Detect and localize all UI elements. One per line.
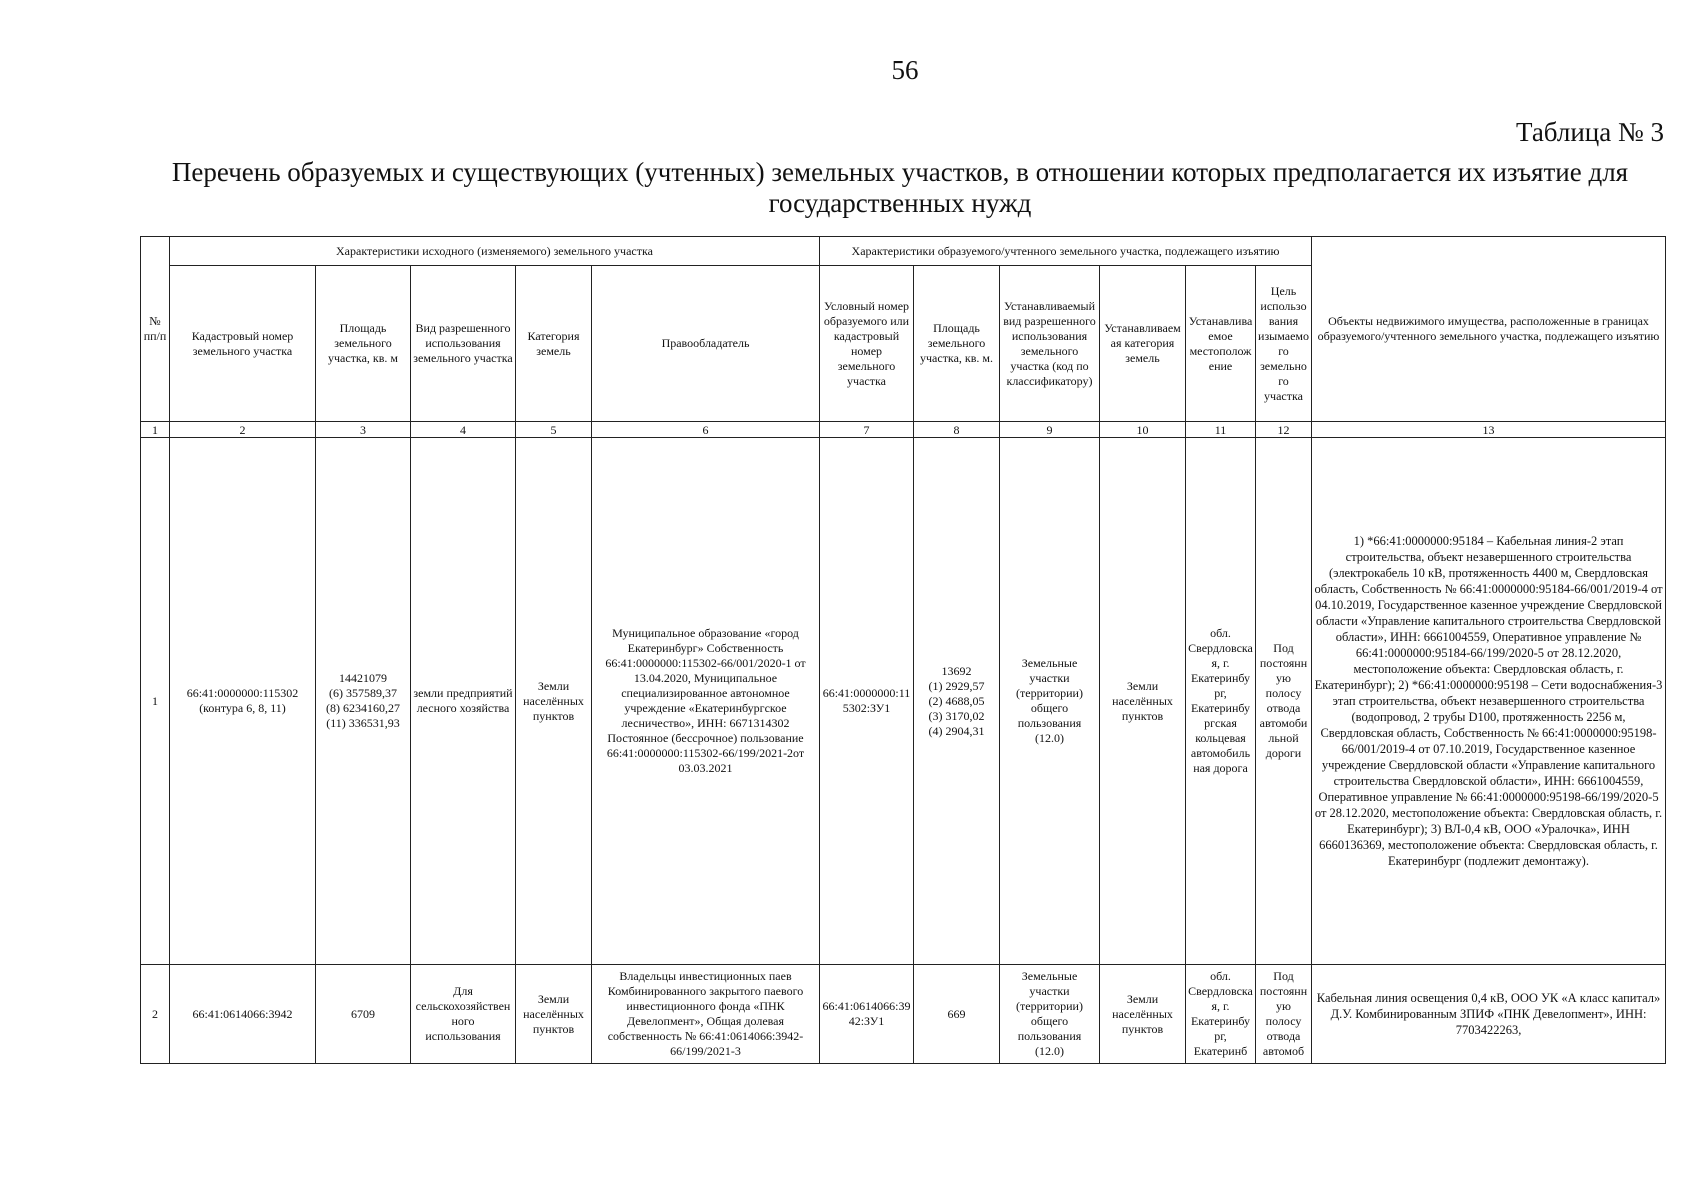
header-new-usage: Устанавливаемый вид разрешенного использования земельного участка (код по классификатору) <box>1000 266 1100 422</box>
row-index: 2 <box>141 965 170 1064</box>
column-number: 3 <box>316 422 411 438</box>
header-category: Категория земель <box>516 266 592 422</box>
document-title: Перечень образуемых и существующих (учтенных) земельных участков, в отношении которых предполагается их изъятие для государственных нужд <box>171 157 1629 218</box>
new-area-line: (3) 3170,02 <box>928 708 985 723</box>
column-number: 7 <box>820 422 914 438</box>
header-area: Площадь земельного участка, кв. м <box>316 266 411 422</box>
objects-cell: 1) *66:41:0000000:95184 – Кабельная линия-2 этап строительства, объект незавершенного строительства (электрокабель 10 кВ, протяженность 4400 м, Свердловская область, Собственность № 66:41:0000000:95184-66/001/2019-4 от 04.10.2019, Государственное казенное учреждение Свердловской области «Управление капитального строительства Свердловской области», ИНН: 6661004559, Оперативное управление № 66:41:0000000:95184-66/199/2020-5 от 28.12.2020, местоположение объекта: Свердловская область, г. Екатеринбург); 2) *66:41:0000000:95198 – Сети водоснабжения-3 этап строительства, объект незавершенного строительства (водопровод, 2 трубы D100, протяженность 2256 м, Свердловская область, Собственность № 66:41:0000000:95198-66/001/2019-4 от 07.10.2019, Государственное казенное учреждение Свердловской области «Управление капитального строительства Свердловской области», ИНН: 6661004559, Оперативное управление № 66:41:0000000:95198-66/199/2020-5 от 28.12.2020, местоположение объекта: Свердловская область, г. Екатеринбург); 3) ВЛ-0,4 кВ, ООО «Уралочка», ИНН 6660136369, местоположение объекта: Свердловская область, г. Екатеринбург (подлежит демонтажу). <box>1312 438 1666 965</box>
new-usage-cell: Земельные участки (территории) общего пользования (12.0) <box>1000 965 1100 1064</box>
category-cell: Земли населённых пунктов <box>516 965 592 1064</box>
area-line: 14421079 <box>339 671 387 685</box>
new-area-cell <box>914 965 1000 1064</box>
area-line: (11) 336531,93 <box>326 716 400 730</box>
usage-cell: Для сельскохозяйственного использования <box>411 965 516 1064</box>
table-group-header-row <box>141 237 1666 266</box>
area-line: (8) 6234160,27 <box>326 701 400 715</box>
column-number: 6 <box>592 422 820 438</box>
objects-cell: Кабельная линия освещения 0,4 кВ, ООО УК «А класс капитал» Д.У. Комбинированным ЗПИФ «ПНК Девелопмент», ИНН: 7703422263, <box>1312 965 1666 1064</box>
column-number: 4 <box>411 422 516 438</box>
location-cell: обл. Свердловская, г. Екатеринбург, Екатеринб <box>1186 965 1256 1064</box>
category-cell: Земли населённых пунктов <box>516 438 592 965</box>
column-number: 10 <box>1100 422 1186 438</box>
new-category-cell: Земли населённых пунктов <box>1100 965 1186 1064</box>
table-label: Таблица № 3 <box>1516 117 1664 147</box>
column-number: 13 <box>1312 422 1666 438</box>
header-source-plot: Характеристики исходного (изменяемого) земельного участка <box>170 237 820 266</box>
location-cell: обл. Свердловская, г. Екатеринбург, Екатеринбургская кольцевая автомобильная дорога <box>1186 438 1256 965</box>
cadastral-number-cell: 66:41:0000000:115302 (контура 6, 8, 11) <box>170 438 316 965</box>
table-row <box>141 965 1666 1064</box>
header-objects: Объекты недвижимого имущества, расположенные в границах образуемого/учтенного земельного участка, подлежащего изъятию <box>1312 237 1666 422</box>
header-formed-plot: Характеристики образуемого/учтенного земельного участка, подлежащего изъятию <box>820 237 1312 266</box>
header-usage: Вид разрешенного использования земельного участка <box>411 266 516 422</box>
column-number-row <box>141 422 1666 438</box>
purpose-cell: Под постоянную полосу отвода автомоб <box>1256 965 1312 1064</box>
column-number: 5 <box>516 422 592 438</box>
header-owner: Правообладатель <box>592 266 820 422</box>
header-new-number: Условный номер образуемого или кадастровый номер земельного участка <box>820 266 914 422</box>
new-area-line: (4) 2904,31 <box>928 723 985 738</box>
cadastral-number-cell: 66:41:0614066:3942 <box>170 965 316 1064</box>
header-new-area: Площадь земельного участка, кв. м. <box>914 266 1000 422</box>
column-number: 12 <box>1256 422 1312 438</box>
area-line: (6) 357589,37 <box>329 686 397 700</box>
row-index: 1 <box>141 438 170 965</box>
purpose-cell: Под постоянную полосу отвода автомобильной дороги <box>1256 438 1312 965</box>
new-usage-cell: Земельные участки (территории) общего пользования (12.0) <box>1000 438 1100 965</box>
column-number: 1 <box>141 422 170 438</box>
column-number: 11 <box>1186 422 1256 438</box>
owner-cell: Муниципальное образование «город Екатеринбург» Собственность 66:41:0000000:115302-66/001/2020-1 от 13.04.2020, Муниципальное специализированное автономное учреждение «Екатеринбургское лесничество», ИНН: 6671314302 Постоянное (бессрочное) пользование 66:41:0000000:115302-66/199/2021-2от 03.03.2021 <box>592 438 820 965</box>
new-area-line: (1) 2929,57 <box>928 678 985 693</box>
area-cell <box>316 965 411 1064</box>
usage-cell: земли предприятий лесного хозяйства <box>411 438 516 965</box>
header-new-category: Устанавливаемая категория земель <box>1100 266 1186 422</box>
new-number-cell: 66:41:0614066:3942:ЗУ1 <box>820 965 914 1064</box>
area-line: 6709 <box>351 1006 375 1021</box>
area-cell <box>316 438 411 965</box>
new-area-line: 669 <box>947 1006 966 1021</box>
header-index: № пп/п <box>141 237 170 422</box>
column-number: 9 <box>1000 422 1100 438</box>
new-area-line: 13692 <box>941 663 972 678</box>
header-purpose: Цель использования изымаемого земельного участка <box>1256 266 1312 422</box>
new-area-line: (2) 4688,05 <box>928 693 985 708</box>
header-cadastral-number: Кадастровый номер земельного участка <box>170 266 316 422</box>
land-plots-table <box>140 236 1666 1064</box>
header-location: Устанавливаемое местоположение <box>1186 266 1256 422</box>
new-area-cell <box>914 438 1000 965</box>
owner-cell: Владельцы инвестиционных паев Комбинированного закрытого паевого инвестиционного фонда «ПНК Девелопмент», Общая долевая собственность № 66:41:0614066:3942-66/199/2021-3 <box>592 965 820 1064</box>
new-number-cell: 66:41:0000000:115302:ЗУ1 <box>820 438 914 965</box>
column-number: 2 <box>170 422 316 438</box>
table-row <box>141 438 1666 965</box>
column-number: 8 <box>914 422 1000 438</box>
new-category-cell: Земли населённых пунктов <box>1100 438 1186 965</box>
page-number: 56 <box>891 55 919 85</box>
